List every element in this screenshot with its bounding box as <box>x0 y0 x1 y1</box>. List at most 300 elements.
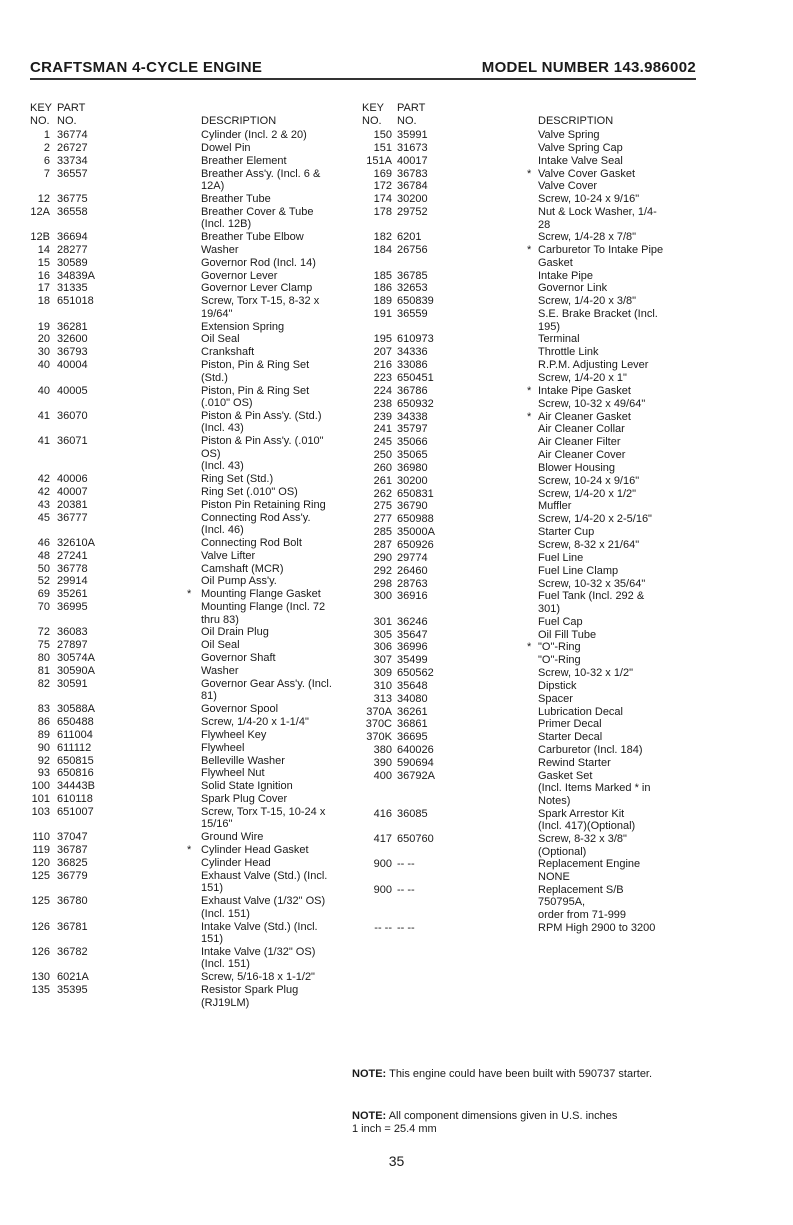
key-number: 75 <box>37 639 50 652</box>
key-number: 250 <box>373 449 392 462</box>
part-description: Lubrication Decal <box>538 705 623 718</box>
parts-row <box>362 731 702 744</box>
parts-row <box>362 680 702 693</box>
part-number: 36559 <box>397 308 428 321</box>
part-description: Governor Link <box>538 282 608 295</box>
key-number: 417 <box>373 833 392 845</box>
part-description: Oil Drain Plug <box>201 626 269 639</box>
key-number: 103 <box>31 805 50 818</box>
parts-row <box>362 667 702 680</box>
key-number: 178 <box>373 206 392 219</box>
parts-row <box>362 578 702 591</box>
part-number: 650988 <box>397 513 434 526</box>
part-description: Spark Plug Cover <box>201 793 288 806</box>
key-number: 12 <box>37 192 50 205</box>
part-description: Replacement Engine NONE <box>538 858 641 883</box>
part-description: Cylinder Head <box>201 856 271 869</box>
part-number: 20381 <box>57 498 88 511</box>
part-number: 33734 <box>57 154 88 167</box>
part-number: 35395 <box>57 984 88 997</box>
key-number: 390 <box>373 756 392 769</box>
part-description: Valve Lifter <box>201 549 256 562</box>
key-number: 309 <box>373 667 392 680</box>
parts-row <box>362 641 702 654</box>
part-number: 35000A <box>397 526 435 539</box>
part-number: 36825 <box>57 856 88 869</box>
parts-row <box>30 142 335 155</box>
key-number: 151A <box>366 154 392 167</box>
key-number: 184 <box>373 244 392 257</box>
key-number: 301 <box>373 615 392 628</box>
part-number: 36777 <box>57 511 88 524</box>
parts-row <box>362 449 702 462</box>
part-number: 28763 <box>397 577 428 590</box>
part-description: Gasket Set (Incl. Items Marked * in Notes) <box>538 769 651 807</box>
parts-row <box>30 244 335 257</box>
key-number: 287 <box>373 538 392 551</box>
part-number: 35066 <box>397 436 428 449</box>
part-description: Starter Cup <box>538 526 595 539</box>
part-number: 36775 <box>57 192 88 205</box>
part-description: Blower Housing <box>538 461 616 474</box>
parts-row <box>30 512 335 537</box>
part-description: Spacer <box>538 692 573 705</box>
parts-row <box>362 513 702 526</box>
parts-row <box>362 590 702 615</box>
part-description: Fuel Cap <box>538 615 583 628</box>
key-number: 12B <box>30 231 50 244</box>
gasket-set-marker: * <box>527 641 532 654</box>
part-description: Washer <box>201 243 239 256</box>
part-number: 28277 <box>57 243 88 256</box>
key-number: 70 <box>37 601 50 614</box>
part-description: Piston Pin Retaining Ring <box>201 498 326 511</box>
part-number: 650831 <box>397 487 434 500</box>
part-description: Flywheel <box>201 741 245 754</box>
key-number: 380 <box>373 744 392 757</box>
parts-row <box>30 282 335 295</box>
part-description: Spark Arrestor Kit (Incl. 417)(Optional) <box>538 807 636 833</box>
key-number: 43 <box>37 498 50 511</box>
key-number: 92 <box>37 754 50 767</box>
parts-row <box>362 654 702 667</box>
parts-row <box>30 857 335 870</box>
part-description: Screw, 10-32 x 35/64" <box>538 577 646 590</box>
parts-row <box>30 193 335 206</box>
part-number: 31673 <box>397 141 428 154</box>
key-number: 100 <box>31 780 50 793</box>
parts-row <box>30 295 335 320</box>
part-description: Oil Fill Tube <box>538 628 597 641</box>
part-description: Exhaust Valve (Std.) (Incl. 151) <box>201 869 328 895</box>
part-number: 29914 <box>57 575 88 588</box>
key-number: 416 <box>373 807 392 820</box>
part-number: 26756 <box>397 244 428 257</box>
key-number: 900 <box>373 883 392 896</box>
key-number: 195 <box>373 333 392 346</box>
column-headers <box>30 102 335 129</box>
part-description: Piston, Pin & Ring Set (.010" OS) <box>201 384 310 409</box>
part-number: 36781 <box>57 920 88 933</box>
key-number: 83 <box>37 703 50 716</box>
note-text: All component dimensions given in U.S. inches 1 inch = 25.4 mm <box>352 1110 618 1135</box>
part-number: 650816 <box>57 767 94 780</box>
parts-row <box>30 780 335 793</box>
part-description: Air Cleaner Cover <box>538 449 626 462</box>
part-description: Washer <box>201 665 239 677</box>
part-number: 36793 <box>57 346 88 359</box>
parts-row <box>362 616 702 629</box>
parts-row <box>362 206 702 231</box>
parts-row <box>30 257 335 270</box>
parts-row <box>362 744 702 757</box>
key-number: 41 <box>37 435 50 448</box>
part-description: Screw, 1/4-20 x 2-5/16" <box>538 513 652 526</box>
part-number: 30588A <box>57 703 95 716</box>
part-description: Governor Spool <box>201 703 279 716</box>
part-description: Valve Spring <box>538 129 600 141</box>
key-number: 17 <box>37 282 50 295</box>
part-number: 35499 <box>397 654 428 667</box>
part-description: Muffler <box>538 500 572 513</box>
column-headers <box>362 102 702 129</box>
parts-row <box>362 155 702 168</box>
part-description: Screw, 10-32 x 49/64" <box>538 397 646 410</box>
part-number: 36558 <box>57 205 88 218</box>
part-number: 34839A <box>57 269 95 282</box>
part-description: Fuel Tank (Incl. 292 & 301) <box>538 590 645 615</box>
key-number: 261 <box>373 474 392 487</box>
part-description: Ring Set (.010" OS) <box>201 485 298 498</box>
parts-row <box>30 168 335 193</box>
parts-list-left <box>30 102 335 1009</box>
parts-row <box>30 729 335 742</box>
key-number: 223 <box>373 372 392 384</box>
parts-row <box>362 244 702 269</box>
parts-row <box>362 462 702 475</box>
parts-row <box>362 884 702 922</box>
key-number: 42 <box>37 473 50 486</box>
part-number: 31335 <box>57 282 88 295</box>
key-number: 120 <box>31 856 50 869</box>
key-number: 6 <box>43 154 50 167</box>
part-number: 36783 <box>397 167 428 180</box>
note-label: NOTE: <box>352 1110 387 1122</box>
part-description: Solid State Ignition <box>201 780 293 793</box>
part-description: Valve Cover <box>538 180 598 193</box>
part-number: 27897 <box>57 639 88 652</box>
parts-row <box>30 870 335 895</box>
key-number: 300 <box>373 590 392 603</box>
key-number: 14 <box>37 243 50 256</box>
parts-row <box>362 565 702 578</box>
gasket-set-marker: * <box>527 167 532 180</box>
parts-row <box>30 537 335 550</box>
parts-row <box>362 629 702 642</box>
parts-row <box>30 831 335 844</box>
parts-row <box>362 808 702 833</box>
part-description: Intake Pipe Gasket <box>538 384 631 397</box>
key-number: 125 <box>31 895 50 908</box>
parts-row <box>362 858 702 883</box>
key-number: 275 <box>373 500 392 513</box>
key-no-header: KEY NO. <box>362 102 385 127</box>
description-header: DESCRIPTION <box>538 115 614 127</box>
parts-row <box>362 295 702 308</box>
part-number: 35991 <box>397 129 428 141</box>
part-description: Throttle Link <box>538 346 599 359</box>
parts-row <box>362 488 702 501</box>
part-description: S.E. Brake Bracket (Incl. 195) <box>538 308 658 333</box>
key-number: 15 <box>37 256 50 269</box>
part-description: Screw, Torx T-15, 10-24 x 15/16" <box>201 805 326 831</box>
parts-row <box>362 706 702 719</box>
parts-row <box>30 575 335 588</box>
part-number: 36779 <box>57 869 88 882</box>
part-description: Mounting Flange (Incl. 72 thru 83) <box>201 601 326 626</box>
key-number: 241 <box>373 423 392 436</box>
part-number: 34336 <box>397 346 428 359</box>
part-number: -- -- <box>397 883 415 896</box>
engine-title: CRAFTSMAN 4-CYCLE ENGINE <box>30 59 263 76</box>
key-number: 216 <box>373 359 392 372</box>
part-description: Governor Lever Clamp <box>201 282 313 295</box>
key-number: -- -- <box>374 921 392 934</box>
key-number: 40 <box>37 384 50 397</box>
part-number: 34080 <box>397 692 428 705</box>
parts-row <box>362 411 702 424</box>
parts-row <box>362 833 702 858</box>
part-description: Belleville Washer <box>201 754 285 767</box>
parts-row <box>362 282 702 295</box>
part-number: 37047 <box>57 831 88 844</box>
part-number: 34443B <box>57 780 95 793</box>
part-description: Crankshaft <box>201 346 255 359</box>
parts-row <box>30 678 335 703</box>
parts-row <box>30 703 335 716</box>
key-number: 186 <box>373 282 392 295</box>
part-description: Primer Decal <box>538 718 602 731</box>
key-number: 48 <box>37 549 50 562</box>
part-number: 30591 <box>57 677 88 690</box>
part-number: 30590A <box>57 665 95 677</box>
key-number: 82 <box>37 677 50 690</box>
parts-row <box>30 742 335 755</box>
model-number: MODEL NUMBER 143.986002 <box>481 59 696 76</box>
part-number: 651018 <box>57 295 94 308</box>
key-number: 126 <box>31 945 50 958</box>
key-number: 277 <box>373 513 392 526</box>
part-description: Resistor Spark Plug (RJ19LM) <box>201 984 299 1009</box>
part-number: 30589 <box>57 256 88 269</box>
part-description: Valve Spring Cap <box>538 141 623 154</box>
part-description: "O"-Ring <box>538 641 581 654</box>
part-description: Screw, 1/4-20 x 1" <box>538 372 627 384</box>
part-number: 30200 <box>397 193 428 206</box>
parts-row <box>362 436 702 449</box>
part-number: 40005 <box>57 384 88 397</box>
part-number: 27241 <box>57 549 88 562</box>
parts-row <box>362 333 702 346</box>
part-description: Camshaft (MCR) <box>201 562 284 575</box>
parts-row <box>362 475 702 488</box>
parts-row <box>362 398 702 411</box>
parts-row <box>30 333 335 346</box>
part-number: -- -- <box>397 858 415 871</box>
part-description: Screw, 10-24 x 9/16" <box>538 474 640 487</box>
parts-row <box>30 984 335 1009</box>
key-number: 298 <box>373 577 392 590</box>
page-header <box>30 58 696 80</box>
parts-row <box>30 921 335 946</box>
parts-row <box>30 639 335 652</box>
parts-row <box>362 193 702 206</box>
key-number: 16 <box>37 269 50 282</box>
part-description: Screw, 8-32 x 3/8" (Optional) <box>538 833 627 858</box>
parts-row <box>30 346 335 359</box>
part-number: 650926 <box>397 538 434 551</box>
key-number: 238 <box>373 397 392 410</box>
part-description: Carburetor To Intake Pipe Gasket <box>538 244 664 269</box>
part-description: Screw, 5/16-18 x 1-1/2" <box>201 971 315 984</box>
key-number: 69 <box>37 588 50 601</box>
parts-row <box>30 601 335 626</box>
key-number: 900 <box>373 858 392 871</box>
part-description: Air Cleaner Filter <box>538 436 621 449</box>
part-description: Terminal <box>538 333 580 346</box>
parts-row <box>30 410 335 435</box>
part-number: 30200 <box>397 474 428 487</box>
part-number: 650839 <box>397 295 434 308</box>
part-number: 6201 <box>397 231 422 244</box>
part-number: 26727 <box>57 141 88 154</box>
parts-row <box>30 716 335 729</box>
part-description: Governor Lever <box>201 269 278 282</box>
part-number: 35065 <box>397 449 428 462</box>
parts-row <box>362 385 702 398</box>
key-number: 172 <box>373 180 392 193</box>
part-description: Ring Set (Std.) <box>201 473 274 486</box>
key-number: 185 <box>373 269 392 282</box>
part-description: Oil Pump Ass'y. <box>201 575 277 588</box>
parts-row <box>30 563 335 576</box>
part-description: Governor Gear Ass'y. (Incl. 81) <box>201 677 332 703</box>
key-number: 224 <box>373 384 392 397</box>
part-description: Cylinder Head Gasket <box>201 844 309 857</box>
parts-row <box>362 308 702 333</box>
part-number: 650760 <box>397 833 434 845</box>
key-number: 370C <box>365 718 392 731</box>
part-number: 36916 <box>397 590 428 603</box>
part-number: 34338 <box>397 410 428 423</box>
part-description: Rewind Starter <box>538 756 611 769</box>
part-number: 36085 <box>397 807 428 820</box>
part-description: Flywheel Key <box>201 728 267 741</box>
part-description: Cylinder (Incl. 2 & 20) <box>201 129 307 141</box>
part-description: Dowel Pin <box>201 141 251 154</box>
part-number: 36778 <box>57 562 88 575</box>
parts-row <box>30 155 335 168</box>
part-number: 36071 <box>57 435 88 448</box>
part-description: Screw, 1/4-20 x 3/8" <box>538 295 637 308</box>
part-description: Screw, 1/4-28 x 7/8" <box>538 231 637 244</box>
parts-row <box>30 767 335 780</box>
key-number: 18 <box>37 295 50 308</box>
part-number: 650815 <box>57 754 94 767</box>
key-number: 307 <box>373 654 392 667</box>
part-number: 650932 <box>397 397 434 410</box>
part-number: 650562 <box>397 667 434 680</box>
part-number: 611004 <box>57 728 93 741</box>
parts-row <box>362 231 702 244</box>
part-number: 35261 <box>57 588 88 601</box>
key-number: 262 <box>373 487 392 500</box>
part-number: 36980 <box>397 461 428 474</box>
key-number: 126 <box>31 920 50 933</box>
parts-row <box>30 486 335 499</box>
part-number: 36261 <box>397 705 428 718</box>
key-number: 50 <box>37 562 50 575</box>
parts-row <box>30 550 335 563</box>
parts-row <box>30 499 335 512</box>
part-description: Piston & Pin Ass'y. (Std.) (Incl. 43) <box>201 409 322 435</box>
part-number: 40006 <box>57 473 88 486</box>
key-number: 41 <box>37 409 50 422</box>
part-description: Screw, 1/4-20 x 1/2" <box>538 487 637 500</box>
parts-row <box>362 346 702 359</box>
parts-row <box>362 142 702 155</box>
part-number: 36695 <box>397 731 428 744</box>
part-number: 36792A <box>397 769 435 782</box>
part-description: Exhaust Valve (1/32" OS) (Incl. 151) <box>201 895 326 920</box>
part-number: 611112 <box>57 741 92 754</box>
part-number: 30574A <box>57 652 95 665</box>
part-description: Connecting Rod Ass'y. (Incl. 46) <box>201 511 311 537</box>
key-number: 189 <box>373 295 392 308</box>
part-number: 36281 <box>57 320 88 333</box>
part-number: 36786 <box>397 384 428 397</box>
part-description: Screw, Torx T-15, 8-32 x 19/64" <box>201 295 320 320</box>
parts-row <box>30 626 335 639</box>
key-number: 370A <box>366 705 392 718</box>
key-number: 12A <box>30 205 50 218</box>
part-number: 36782 <box>57 945 88 958</box>
parts-row <box>362 526 702 539</box>
gasket-set-marker: * <box>187 588 192 601</box>
parts-row <box>30 844 335 857</box>
note-starter <box>352 1068 652 1081</box>
key-number: 46 <box>37 536 50 549</box>
part-description: Intake Pipe <box>538 269 594 282</box>
key-number: 135 <box>31 984 50 997</box>
parts-row <box>362 922 702 935</box>
key-number: 86 <box>37 716 50 729</box>
parts-row <box>362 129 702 142</box>
part-description: Screw, 10-32 x 1/2" <box>538 667 634 680</box>
gasket-set-marker: * <box>527 244 532 257</box>
part-number: 32653 <box>397 282 428 295</box>
part-description: Nut & Lock Washer, 1/4- 28 <box>538 206 657 231</box>
parts-row <box>30 359 335 384</box>
part-description: Ground Wire <box>201 831 264 844</box>
part-description: Piston, Pin & Ring Set (Std.) <box>201 359 310 384</box>
part-description: Valve Cover Gasket <box>538 167 636 180</box>
parts-row <box>362 168 702 181</box>
parts-row <box>30 206 335 231</box>
part-description: Governor Rod (Incl. 14) <box>201 256 316 269</box>
part-number: 29774 <box>397 551 428 564</box>
parts-row <box>30 665 335 678</box>
